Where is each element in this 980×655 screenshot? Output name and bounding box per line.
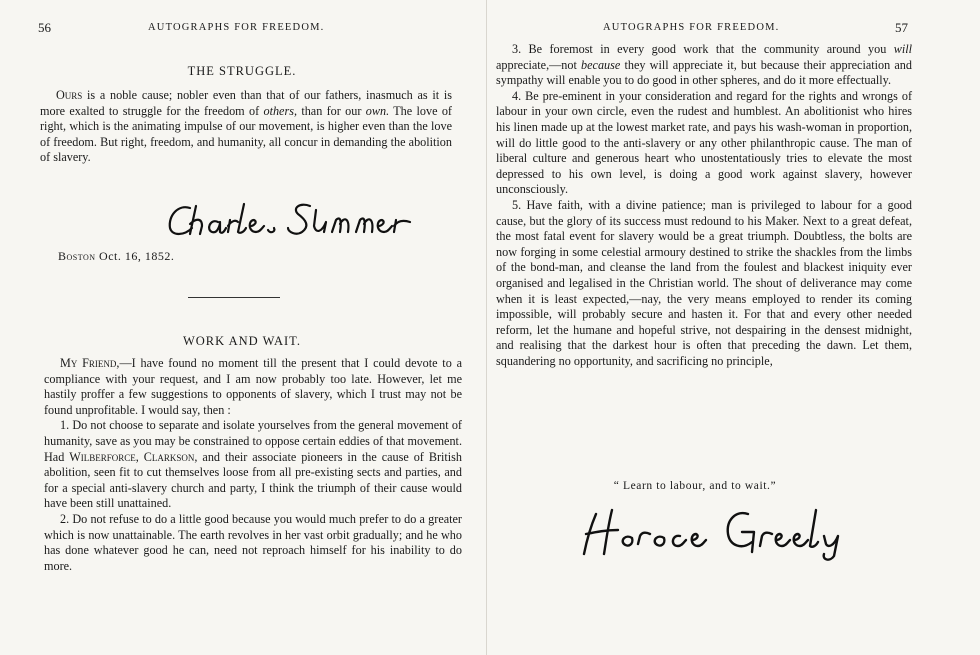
running-head: AUTOGRAPHS FOR FREEDOM. — [603, 22, 780, 33]
item-5: 5. Have faith, with a divine patience; man is privileged to labour for a good cause, but the glory of its success must redound to his Maker. Next to a great defeat, the most fatal event for slavery would be a great triumph. Doubtless, the bolts are now forging in some celestial armoury destined to strike the shackles from the limbs of the bond-man, and cleanse the land from the foulest and blackest iniquity ever organised and legalised in the Christian world. The shout of deliverance may come when it is least expected,—nay, the very means employed to render its coming impossible, will probably secure and hasten it. For that and every other needed reform, let the humane and hopeful strive, not despairing in the densest midnight, and realising that the darkest hour is often that preceding the dawn. Let them, squandering no opportunity, and sacrificing no principle, — [496, 197, 912, 368]
emphasis: others, — [263, 103, 297, 118]
section-divider — [188, 297, 280, 298]
struggle-paragraph — [40, 88, 452, 166]
section-title: WORK AND WAIT. — [182, 334, 302, 348]
motto: “ Learn to labour, and to wait.” — [613, 480, 777, 492]
dateline-date: Oct. 16, 1852. — [99, 249, 175, 263]
lead-word: Ours — [56, 88, 83, 102]
text-run: 3. Be foremost in every good work that the community around you — [512, 42, 894, 56]
salutation: My Friend, — [60, 356, 120, 370]
text-run: is a noble cause; nobler even than that of our fathers, inasmuch as it is more exalted to struggle for the freedom of — [40, 88, 452, 118]
running-head: AUTOGRAPHS FOR FREEDOM. — [148, 22, 325, 33]
dateline — [58, 249, 174, 264]
emphasis: own. — [365, 103, 390, 118]
text-run: The love of right, which is the animating impulse of our movement, is higher even than the love of freedom. But right, freedom, and humanity, all concur in demanding the abolition of slavery. — [40, 103, 452, 165]
proper-name: Clarkson — [143, 449, 195, 464]
page-number: 57 — [895, 20, 908, 35]
work-and-wait-text — [44, 356, 462, 574]
item-4: 4. Be pre-eminent in your consideration and regard for the rights and wrongs of labour in your own circle, even the rudest and humblest. An abolitionist who hires his linen made up at the lowest market rate, and pays his wash-woman in proportion, will do little good to the anti-slavery or any other philanthropic cause. The man of liberal culture and generous heart who unostentatiously tries to elevate the most depressed to his own level, is doing a good work against slavery, however unconsciously. — [496, 88, 912, 197]
text-run: , and their associate pioneers in the cause of British abolition, seen fit to cut themselves loose from all pre-existing sects and parties, and for a special anti-slavery church and party, I think the triumph of their cause would have been still unattained. — [44, 449, 462, 511]
proper-name: Wilberforce — [69, 449, 136, 464]
text-run: they will appreciate it, but because their appreciation and sympathy will enable you to do good in other spheres, and do it more effectually. — [496, 57, 912, 88]
emphasis: because — [581, 57, 621, 72]
work-and-wait-continued — [496, 42, 912, 369]
text-run: —I have found no moment till the present that I could devote to a compliance with your request, and I am now probably too late. However, let me hastily proffer a few suggestions to opponents of slavery, which I trust may not be found unprofitable. I would say, then : — [44, 356, 462, 417]
text-run: appreciate,—not — [496, 57, 582, 72]
gutter — [486, 0, 487, 655]
signature-sumner — [160, 196, 450, 244]
text-run: 1. Do not choose to separate and isolate yourselves from the general movement of humanity, save as you may be constrained to oppose certain eddies of that movement. Had — [44, 418, 462, 464]
emphasis: will — [893, 42, 912, 56]
text-run: than for our — [296, 103, 366, 118]
signature-greeley — [576, 500, 916, 562]
dateline-place: Boston — [58, 249, 96, 263]
item-2: 2. Do not refuse to do a little good because you would much prefer to do a greater which is now unattainable. The earth revolves in her vast orbit gradually; and he who has done whatever good he can, need not reproach himself for his inability to do more. — [44, 511, 462, 573]
section-title: THE STRUGGLE. — [187, 64, 297, 78]
left-page — [0, 0, 484, 655]
page-number: 56 — [38, 20, 51, 35]
right-page — [490, 0, 980, 655]
text-run: , — [135, 449, 144, 464]
